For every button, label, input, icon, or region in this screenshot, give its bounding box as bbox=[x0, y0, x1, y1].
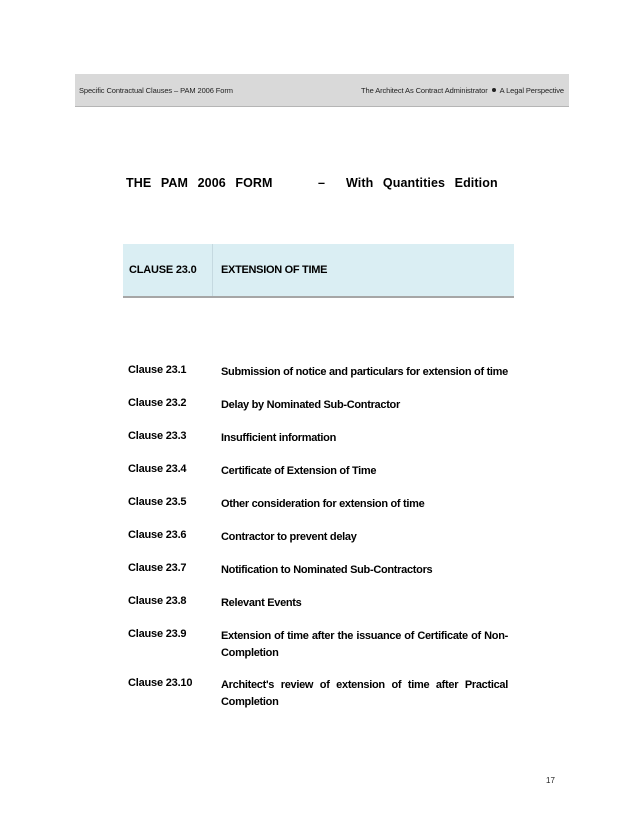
clause-number: Clause 23.9 bbox=[128, 628, 187, 640]
page-header bbox=[75, 74, 569, 107]
clause-description: Contractor to prevent delay bbox=[221, 531, 357, 543]
clause-description: Relevant Events bbox=[221, 597, 302, 609]
header-left-text: Specific Contractual Clauses – PAM 2006 Form bbox=[79, 86, 233, 95]
clause-description: Architect's review of extension of time after Practical Completion bbox=[221, 679, 508, 708]
clause-heading-title: EXTENSION OF TIME bbox=[221, 264, 328, 276]
title-dash: – bbox=[318, 176, 326, 190]
clause-number: Clause 23.2 bbox=[128, 397, 187, 409]
title-edition: With Quantities Edition bbox=[346, 176, 498, 190]
clause-description: Insufficient information bbox=[221, 432, 337, 444]
clause-number: Clause 23.6 bbox=[128, 529, 187, 541]
clause-description: Notification to Nominated Sub-Contractors bbox=[221, 564, 433, 576]
clause-description: Other consideration for extension of time bbox=[221, 498, 425, 510]
page-number: 17 bbox=[546, 776, 555, 785]
clause-number: Clause 23.5 bbox=[128, 496, 187, 508]
clause-heading-box bbox=[123, 244, 514, 298]
title-form-name: THE PAM 2006 FORM bbox=[126, 176, 273, 190]
clause-number: Clause 23.1 bbox=[128, 364, 187, 376]
clause-number: Clause 23.10 bbox=[128, 677, 193, 689]
clause-heading-number: CLAUSE 23.0 bbox=[129, 264, 197, 276]
bullet-icon bbox=[492, 88, 496, 92]
clause-description: Delay by Nominated Sub-Contractor bbox=[221, 399, 400, 411]
clause-description: Extension of time after the issuance of Certificate of Non-Completion bbox=[221, 630, 508, 659]
clause-number: Clause 23.3 bbox=[128, 430, 187, 442]
clause-description: Submission of notice and particulars for extension of time bbox=[221, 366, 508, 378]
clause-number: Clause 23.8 bbox=[128, 595, 187, 607]
header-right-text bbox=[361, 86, 564, 95]
clause-number: Clause 23.7 bbox=[128, 562, 187, 574]
header-right-subtitle: A Legal Perspective bbox=[499, 86, 564, 95]
clause-description: Certificate of Extension of Time bbox=[221, 465, 377, 477]
clause-number: Clause 23.4 bbox=[128, 463, 187, 475]
header-right-title: The Architect As Contract Administrator bbox=[361, 86, 488, 95]
clause-box-divider bbox=[212, 244, 213, 296]
